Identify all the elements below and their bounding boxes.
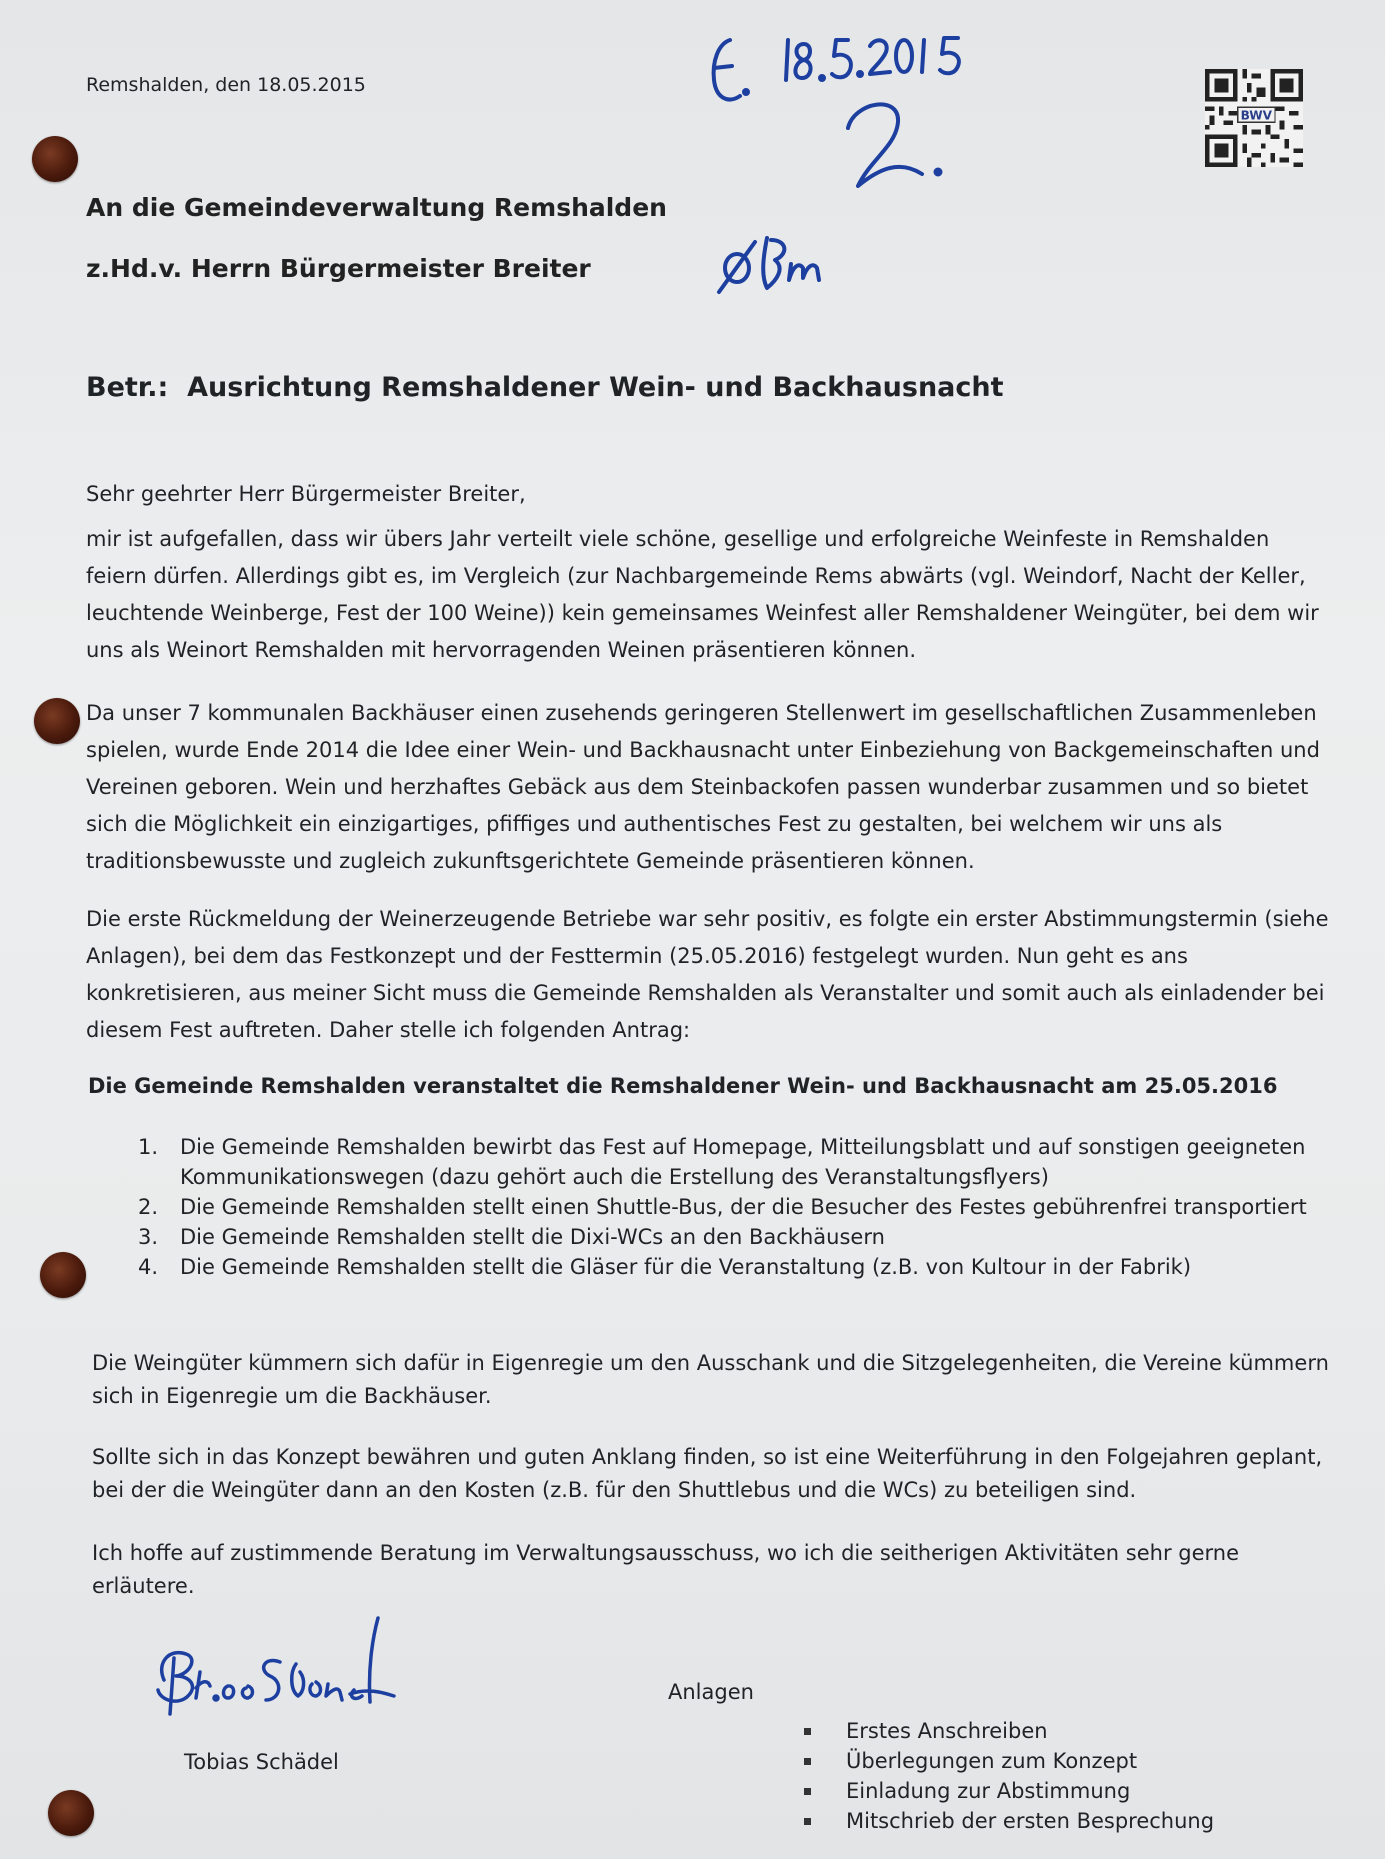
request-number: 4. — [138, 1255, 159, 1279]
request-number: 3. — [138, 1225, 159, 1249]
request-text: Die Gemeinde Remshalden stellt die Dixi-WCs an den Backhäusern — [180, 1225, 885, 1249]
salutation: Sehr geehrter Herr Bürgermeister Breiter, — [86, 482, 526, 506]
handwritten-signature — [150, 1610, 430, 1734]
recipient-line-2: z.Hd.v. Herrn Bürgermeister Breiter — [86, 254, 591, 283]
punch-hole — [34, 698, 80, 744]
request-item — [138, 1222, 1338, 1252]
qr-code — [1205, 69, 1303, 167]
paragraph-idea: Da unser 7 kommunalen Backhäuser einen zusehends geringeren Stellenwert im gesellschaftlichen Zusammenleben spielen, wurde Ende 2014 die Idee einer Wein- und Backhausnacht unter Einbeziehung von Backgemeinschaften und Vereinen geboren. Wein und herzhaftes Gebäck aus dem Steinbackofen passen wunderbar zusammen und so bietet sich die Möglichkeit ein einzigartiges, pfiffiges und authentisches Fest zu gestalten, bei welchem wir uns als traditionsbewusste und zugleich zukunftsgerichtete Gemeinde präsentieren können. — [86, 701, 1320, 873]
request-number: 2. — [138, 1195, 159, 1219]
subject-line: Betr.: Ausrichtung Remshaldener Wein- und Backhausnacht — [86, 372, 1004, 403]
paragraph-continuation: Sollte sich in das Konzept bewähren und guten Anklang finden, so ist eine Weiterführung in den Folgejahren geplant, bei der die Weingüter dann an den Kosten (z.B. für den Shuttlebus und die WCs) zu beteiligen sind. — [92, 1445, 1323, 1502]
punch-hole — [40, 1252, 86, 1298]
request-text: Die Gemeinde Remshalden stellt einen Shuttle-Bus, der die Besucher des Festes gebührenfrei transportiert — [180, 1195, 1307, 1219]
request-text: Die Gemeinde Remshalden bewirbt das Fest auf Homepage, Mitteilungsblatt und auf sonstigen geeigneten Kommunikationswegen (dazu gehört auch die Erstellung des Veranstaltungsflyers) — [180, 1135, 1306, 1189]
recipient-line-1: An die Gemeindeverwaltung Remshalden — [86, 193, 667, 222]
request-item — [138, 1132, 1338, 1192]
motion-statement: Die Gemeinde Remshalden veranstaltet die Remshaldener Wein- und Backhausnacht am 25.05.2016 — [88, 1074, 1278, 1098]
attachments-list — [804, 1716, 1214, 1836]
punch-hole — [48, 1790, 94, 1836]
attachment-item: Erstes Anschreiben — [804, 1716, 1214, 1746]
attachment-item: Einladung zur Abstimmung — [804, 1776, 1214, 1806]
attachment-item: Überlegungen zum Konzept — [804, 1746, 1214, 1776]
request-item — [138, 1252, 1338, 1282]
request-item — [138, 1192, 1338, 1222]
signer-name: Tobias Schädel — [184, 1750, 339, 1774]
handwritten-initial — [840, 90, 950, 204]
request-number: 1. — [138, 1135, 159, 1159]
paragraph-intro: mir ist aufgefallen, dass wir übers Jahr verteilt viele schöne, gesellige und erfolgreiche Weinfeste in Remshalden feiern dürfen. Allerdings gibt es, im Vergleich (zur Nachbargemeinde Rems abwärts (vgl. Weindorf, Nacht der Keller, leuchtende Weinberge, Fest der 100 Weine)) kein gemeinsames Weinfest aller Remshaldener Weingüter, bei dem wir uns als Weinort Remshalden mit hervorragenden Weinen präsentieren können. — [86, 527, 1319, 662]
paragraph-wineries: Die Weingüter kümmern sich dafür in Eigenregie um den Ausschank und die Sitzgelegenheiten, die Vereine kümmern sich in Eigenregie um die Backhäuser. — [92, 1351, 1329, 1408]
punch-hole — [32, 136, 78, 182]
attachment-item: Mitschrieb der ersten Besprechung — [804, 1806, 1214, 1836]
request-list — [138, 1132, 1338, 1282]
qr-logo-text: BWV — [1240, 108, 1273, 123]
handwritten-forward-mark — [715, 228, 835, 312]
paragraph-closing: Ich hoffe auf zustimmende Beratung im Verwaltungsausschuss, wo ich die seitherigen Aktivitäten sehr gerne erläutere. — [92, 1541, 1240, 1598]
request-text: Die Gemeinde Remshalden stellt die Gläser für die Veranstaltung (z.B. von Kultour in der Fabrik) — [180, 1255, 1192, 1279]
attachments-title: Anlagen — [668, 1680, 754, 1704]
place-date: Remshalden, den 18.05.2015 — [86, 74, 366, 96]
paragraph-feedback: Die erste Rückmeldung der Weinerzeugende Betriebe war sehr positiv, es folgte ein erster Abstimmungstermin (siehe Anlagen), bei dem das Festkonzept und der Festtermin (25.05.2016) festgelegt wurden. Nun geht es ans konkretisieren, aus meiner Sicht muss die Gemeinde Remshalden als Veranstalter und somit auch als einladender bei diesem Fest auftreten. Daher stelle ich folgenden Antrag: — [86, 907, 1329, 1042]
